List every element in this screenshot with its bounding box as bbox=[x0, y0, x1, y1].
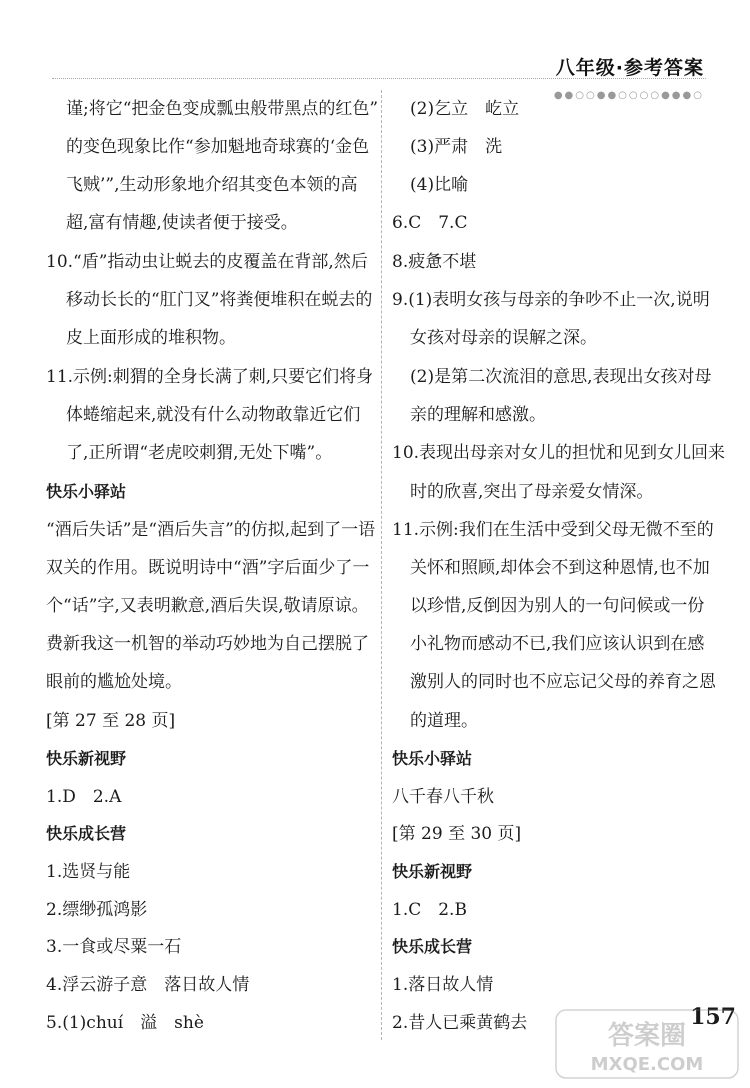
answer-line: 亲的理解和感激。 bbox=[410, 405, 546, 425]
answer-item: 1.选贤与能 bbox=[46, 862, 131, 882]
answer-item: 1.落日故人情 bbox=[392, 975, 494, 995]
paragraph-line: 双关的作用。既说明诗中“酒”字后面少了一 bbox=[46, 558, 370, 578]
section-heading: 快乐成长营 bbox=[46, 824, 127, 843]
answer-line: 谨;将它“把金色变成瓢虫般带黑点的红色” bbox=[66, 99, 379, 119]
answer-item: 10.“盾”指动虫让蜕去的皮覆盖在背部,然后 bbox=[46, 252, 368, 272]
answer-item: 10.表现出母亲对女儿的担忧和见到女儿回来 bbox=[392, 443, 726, 463]
answer-item: 1.D 2.A bbox=[46, 787, 122, 807]
answer-item: 4.浮云游子意 落日故人情 bbox=[46, 975, 250, 995]
page-number: 157 bbox=[690, 1004, 736, 1030]
answer-line: 女孩对母亲的误解之深。 bbox=[410, 328, 597, 348]
paragraph-line: “酒后失话”是“酒后失言”的仿拟,起到了一语 bbox=[46, 520, 376, 540]
answer-item: 6.C 7.C bbox=[392, 213, 468, 233]
page-range-label: [第 27 至 28 页] bbox=[46, 711, 176, 731]
page-range-label: [第 29 至 30 页] bbox=[392, 824, 522, 844]
answer-item: 11.示例:我们在生活中受到父母无微不至的 bbox=[392, 520, 714, 540]
watermark-logo bbox=[552, 1006, 742, 1082]
answer-line: (2)是第二次流泪的意思,表现出女孩对母 bbox=[410, 367, 712, 387]
answer-line: (3)严肃 洗 bbox=[410, 137, 503, 157]
header-title: 八年级·参考答案 bbox=[555, 57, 704, 79]
answer-line: 了,正所谓“老虎咬刺猬,无处下嘴”。 bbox=[66, 443, 333, 463]
answer-line: 激别人的同时也不应忘记父母的养育之恩 bbox=[410, 672, 716, 692]
watermark-url: MXQE.COM bbox=[590, 1054, 704, 1075]
column-divider bbox=[381, 90, 382, 1040]
section-heading: 快乐成长营 bbox=[392, 937, 473, 956]
paragraph-line: 眼前的尴尬处境。 bbox=[46, 672, 182, 692]
header-dots: ●●○○●●○○○○●●●○ bbox=[553, 90, 704, 101]
answer-item: 8.疲惫不堪 bbox=[392, 252, 477, 272]
answer-item: 2.缥缈孤鸿影 bbox=[46, 900, 148, 920]
answer-line: 移动长长的“肛门叉”将粪便堆积在蜕去的 bbox=[66, 290, 373, 310]
section-heading: 快乐新视野 bbox=[392, 862, 473, 881]
answer-line: (4)比喻 bbox=[410, 175, 469, 195]
answer-line: 时的欣喜,突出了母亲爱女情深。 bbox=[410, 482, 654, 502]
answer-line: 以珍惜,反倒因为别人的一句问候或一份 bbox=[410, 596, 705, 616]
answer-line: 飞贼’”,生动形象地介绍其变色本领的高 bbox=[66, 175, 358, 195]
answer-line: (2)乞立 屹立 bbox=[410, 99, 520, 119]
answer-line: 的变色现象比作“参加魁地奇球赛的‘金色 bbox=[66, 137, 370, 157]
answer-item: 9.(1)表明女孩与母亲的争吵不止一次,说明 bbox=[392, 290, 710, 310]
watermark-title: 答案圈 bbox=[607, 1021, 687, 1051]
answer-line: 体蜷缩起来,就没有什么动物敢靠近它们 bbox=[66, 405, 361, 425]
answer-line: 的道理。 bbox=[410, 711, 478, 731]
paragraph-line: 费新我这一机智的举动巧妙地为自己摆脱了 bbox=[46, 634, 369, 654]
answer-item: 3.一食或尽粟一石 bbox=[46, 937, 182, 957]
answer-item: 5.(1)chuí 溢 shè bbox=[46, 1013, 204, 1033]
paragraph-line: 个“话”字,又表明歉意,酒后失误,敬请原谅。 bbox=[46, 596, 369, 616]
answer-item: 11.示例:刺猬的全身长满了刺,只要它们将身 bbox=[46, 367, 374, 387]
section-heading: 快乐新视野 bbox=[46, 749, 127, 768]
answer-line: 小礼物而感动不已,我们应该认识到在感 bbox=[410, 634, 705, 654]
answer-line: 皮上面形成的堆积物。 bbox=[66, 328, 236, 348]
section-heading: 快乐小驿站 bbox=[392, 749, 473, 768]
section-heading: 快乐小驿站 bbox=[46, 482, 127, 501]
answer-item: 2.昔人已乘黄鹤去 bbox=[392, 1013, 528, 1033]
answer-item: 1.C 2.B bbox=[392, 900, 467, 920]
answer-line: 关怀和照顾,却体会不到这种恩情,也不加 bbox=[410, 558, 710, 578]
answer-line: 超,富有情趣,使读者便于接受。 bbox=[66, 213, 298, 233]
header-rule bbox=[52, 78, 706, 79]
answer-item: 八千春八千秋 bbox=[392, 787, 494, 807]
